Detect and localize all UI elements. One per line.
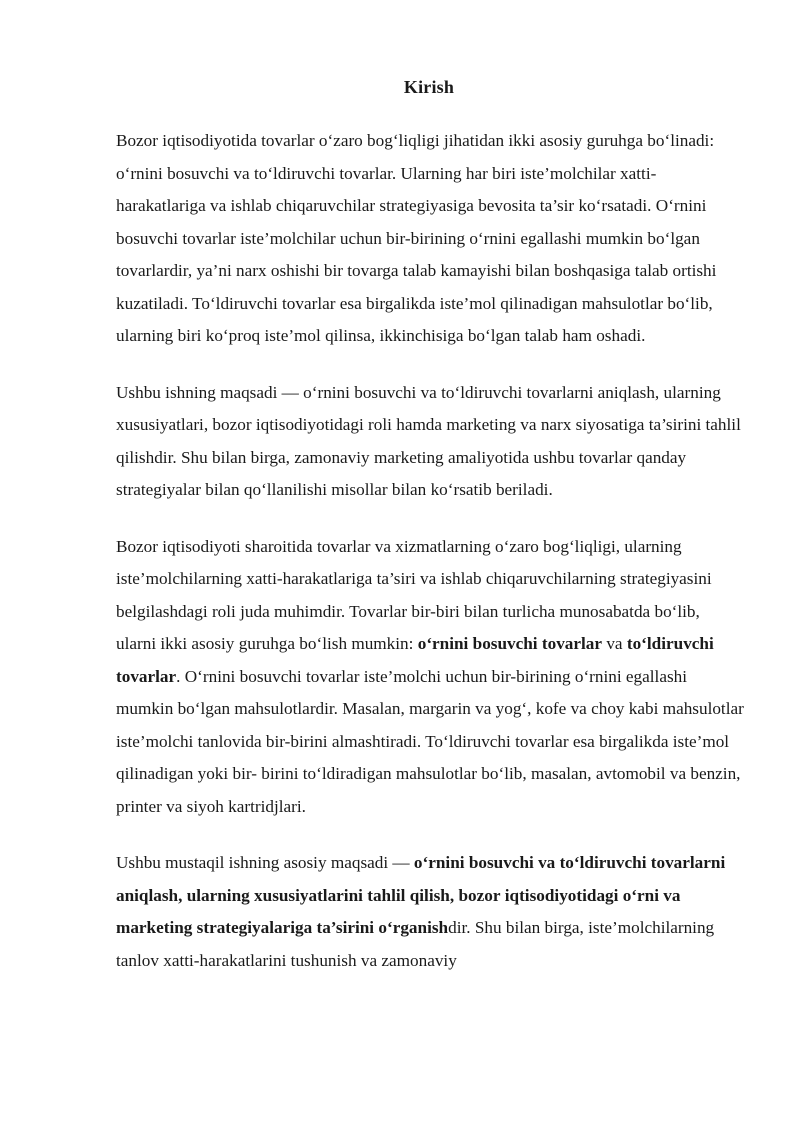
paragraph-text: bo‘linadi: o‘rnini bosuvchi va to‘ldiruvchi tovarlar. Ularning har biri iste’molchilar — [116, 131, 715, 183]
paragraph-text: iste’molchilarning xatti-harakatlariga ta’siri va ishlab chiqaruvchilarning — [116, 569, 616, 588]
paragraph-text: ko‘rsatib beriladi. — [430, 480, 553, 499]
paragraph-text: xatti-harakatlariga va ishlab chiqaruvchilar strategiyasiga bevosita ta’sir ko‘rsatadi. — [116, 163, 657, 215]
bold-text: o‘rnini bosuvchi — [417, 634, 538, 653]
paragraph-text: strategiyasini belgilashdagi roli juda muhimdir. Tovarlar bir-biri bilan turlicha — [116, 569, 712, 621]
paragraph — [116, 377, 744, 507]
paragraph-text: bir-birining o‘rnini egallashi mumkin bo‘lgan mahsulotlardir. Masalan, margarin — [116, 666, 688, 718]
paragraph-text: siyosatiga ta’sirini tahlil qilishdir. Shu bilan birga, zamonaviy marketing — [116, 415, 741, 467]
paragraph-text: bilan birga, iste’molchilarning tanlov xatti-harakatlarini tushunish va zamonaviy — [116, 918, 715, 970]
paragraph-text: va yog‘, kofe va choy kabi mahsulotlar iste’molchi tanlovida bir-birini — [116, 699, 744, 751]
paragraph-text: Ushbu ishning maqsadi — o‘rnini bosuvchi va to‘ldiruvchi tovarlarni aniqlash, — [116, 382, 660, 402]
paragraph-text: birini to‘ldiradigan mahsulotlar bo‘lib, masalan, avtomobil va benzin, printer va — [116, 764, 741, 816]
paragraph-text: va — [602, 634, 627, 653]
paragraph-text: almashtiradi. To‘ldiruvchi tovarlar esa birgalikda iste’mol qilinadigan yoki bir- — [116, 731, 730, 783]
bold-text: tovarlarni aniqlash, ularning xususiyatlarini tahlil qilish, bozor — [116, 853, 726, 905]
bold-text: tovarlar — [541, 634, 603, 653]
paragraph-text: Bozor iqtisodiyotida tovarlar o‘zaro bog‘liqligi jihatidan ikki asosiy guruhga — [116, 131, 643, 150]
paragraph-text: ularning xususiyatlari, bozor iqtisodiyotidagi roli hamda marketing va narx — [116, 382, 721, 434]
document-body — [116, 125, 744, 1001]
paragraph-text: siyoh kartridjlari. — [186, 796, 306, 816]
paragraph-text: Bozor iqtisodiyoti sharoitida tovarlar va xizmatlarning o‘zaro bog‘liqligi, ularning — [116, 536, 682, 556]
bold-text: o‘rnini bosuvchi va to‘ldiruvchi — [413, 853, 647, 872]
paragraph — [116, 847, 744, 977]
paragraph — [116, 531, 744, 824]
paragraph-text: . O‘rnini bosuvchi tovarlar iste’molchi uchun — [176, 666, 488, 686]
paragraph-text: boshqasiga talab ortishi kuzatiladi. To‘ldiruvchi tovarlar esa birgalikda iste’mol — [116, 261, 717, 313]
paragraph-text: dir. Shu — [448, 918, 502, 937]
paragraph-text: mumkin bo‘lgan tovarlardir, ya’ni narx oshishi bir tovarga talab kamayishi bilan — [116, 228, 700, 280]
bold-text: iqtisodiyotidagi o‘rni va marketing strategiyalariga ta’sirini o‘rganish — [116, 885, 681, 937]
paragraph-text: munosabatda bo‘lib, ularni ikki asosiy guruhga bo‘lish mumkin: — [116, 601, 700, 653]
paragraph-text: amaliyotida ushbu tovarlar qanday strategiyalar bilan qo‘llanilishi misollar bilan — [116, 447, 687, 499]
paragraph-text: Ushbu mustaqil ishning asosiy maqsadi — — [116, 853, 414, 872]
document-title: Kirish — [403, 77, 455, 97]
paragraph-text: bo‘lgan talab ham oshadi. — [467, 326, 646, 345]
paragraph-text: qilinadigan mahsulotlar bo‘lib, ularning biri ko‘proq iste’mol qilinsa, ikkinchisiga — [116, 293, 713, 345]
paragraph — [116, 125, 744, 353]
bold-text: to‘ldiruvchi tovarlar — [116, 634, 714, 686]
paragraph-text: O‘rnini bosuvchi tovarlar iste’molchilar uchun bir-birining o‘rnini egallashi — [116, 196, 707, 248]
